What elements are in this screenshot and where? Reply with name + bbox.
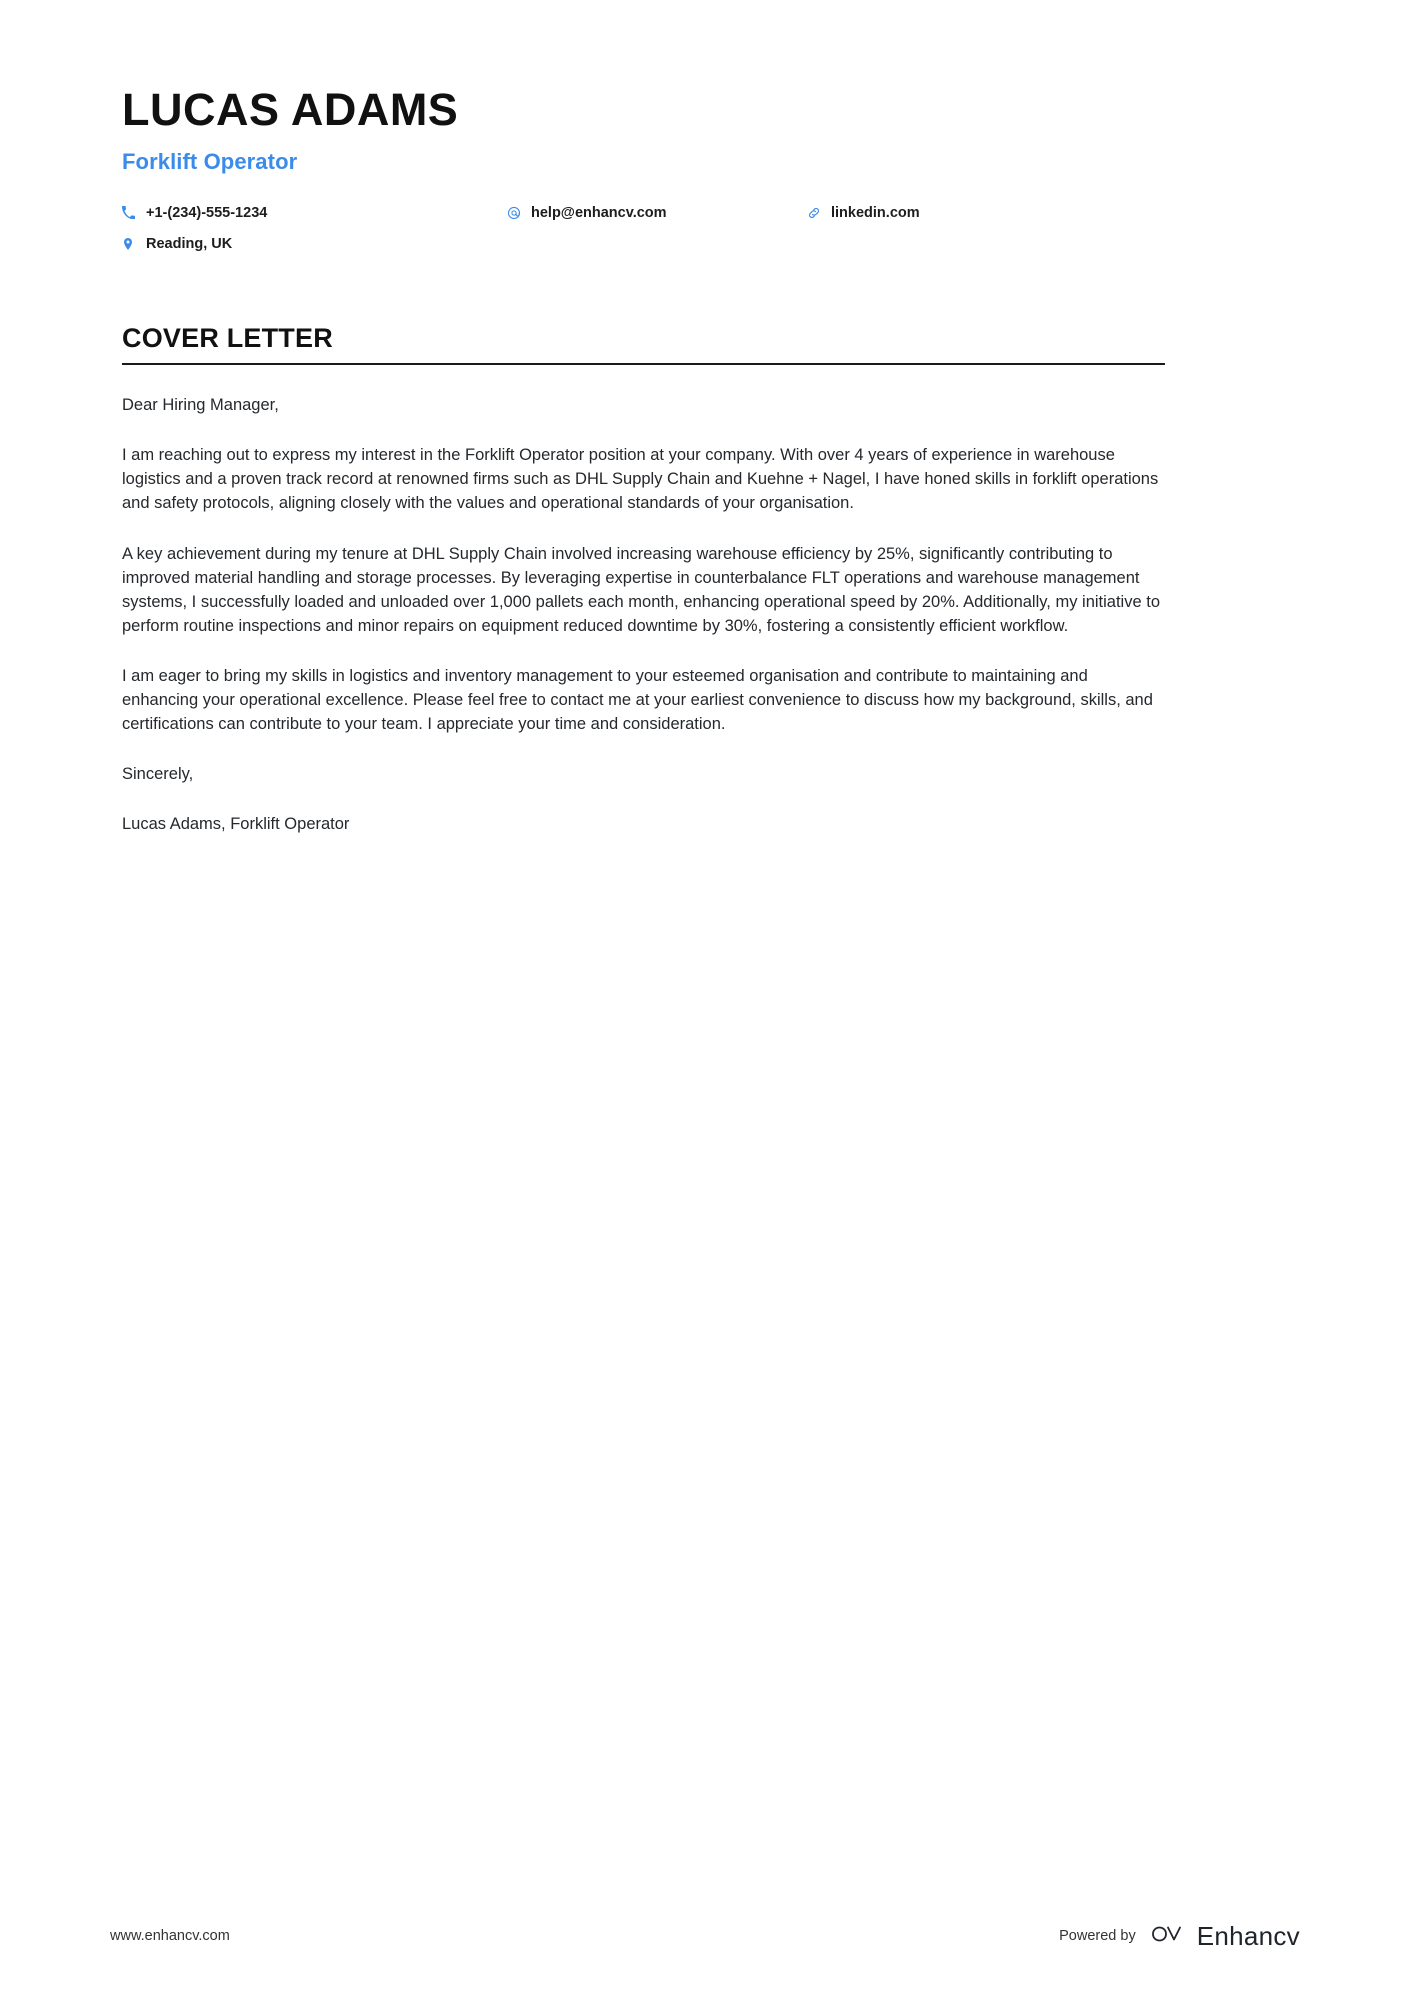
letter-paragraph-1: I am reaching out to express my interest in the Forklift Operator position at your company. With over 4 years of experience in warehouse logistics and a proven track record at renowned firms such as DHL Supply Chain and Kuehne + Nagel, I have honed skills in forklift operations and safety protocols, aligning closely with the values and operational standards of your organisation. — [122, 446, 1159, 513]
letter-paragraph-3: I am eager to bring my skills in logistics and inventory management to your esteemed organisation and contribute to maintaining and enhancing your operational excellence. Please feel free to contact me at your earliest convenience to discuss how my background, skills, and certifications can contribute to your team. I appreciate your time and consideration. — [122, 666, 1153, 734]
location-pin-icon — [122, 237, 140, 251]
letter-paragraph-2: A key achievement during my tenure at DHL Supply Chain involved increasing warehouse efficiency by 25%, significantly contributing to improved material handling and storage processes. By leveraging expertise in counterbalance FLT operations and warehouse management systems, I successfully loaded and unloaded over 1,000 pallets each month, enhancing operational speed by 20%. Additionally, my initiative to perform routine inspections and minor repairs on equipment reduced downtime by 30%, fostering a consistently efficient workflow. — [122, 544, 1160, 635]
contact-linkedin[interactable] — [807, 197, 1107, 228]
letter-signature: Lucas Adams, Forklift Operator — [122, 815, 350, 834]
powered-by-label: Powered by — [1059, 1928, 1136, 1944]
contact-phone[interactable] — [122, 197, 507, 228]
contact-phone-text: +1-(234)-555-1234 — [146, 204, 268, 221]
contact-linkedin-text: linkedin.com — [831, 204, 920, 221]
section-title: COVER LETTER — [122, 323, 1165, 365]
contact-email-text: help@enhancv.com — [531, 204, 667, 221]
enhancv-brand-name: Enhancv — [1196, 1920, 1300, 1951]
cover-letter-body — [122, 393, 1165, 836]
contact-email[interactable] — [507, 197, 807, 228]
candidate-name: LUCAS ADAMS — [122, 84, 459, 135]
contact-location — [122, 228, 507, 259]
letter-salutation: Dear Hiring Manager, — [122, 396, 279, 415]
enhancv-logo-icon — [1148, 1921, 1188, 1952]
contact-location-text: Reading, UK — [146, 235, 233, 252]
footer-website-url[interactable]: www.enhancv.com — [110, 1928, 230, 1944]
phone-icon — [122, 206, 140, 219]
email-icon — [507, 206, 525, 220]
document-header — [122, 0, 1288, 259]
powered-by-block — [1059, 1921, 1300, 1952]
letter-closing: Sincerely, — [122, 765, 194, 784]
enhancv-brand[interactable] — [1148, 1921, 1300, 1952]
document-footer — [0, 1877, 1410, 1995]
contact-details — [122, 197, 1288, 259]
candidate-job-title: Forklift Operator — [122, 149, 298, 175]
link-icon — [807, 206, 825, 220]
cover-letter-section — [122, 323, 1288, 836]
